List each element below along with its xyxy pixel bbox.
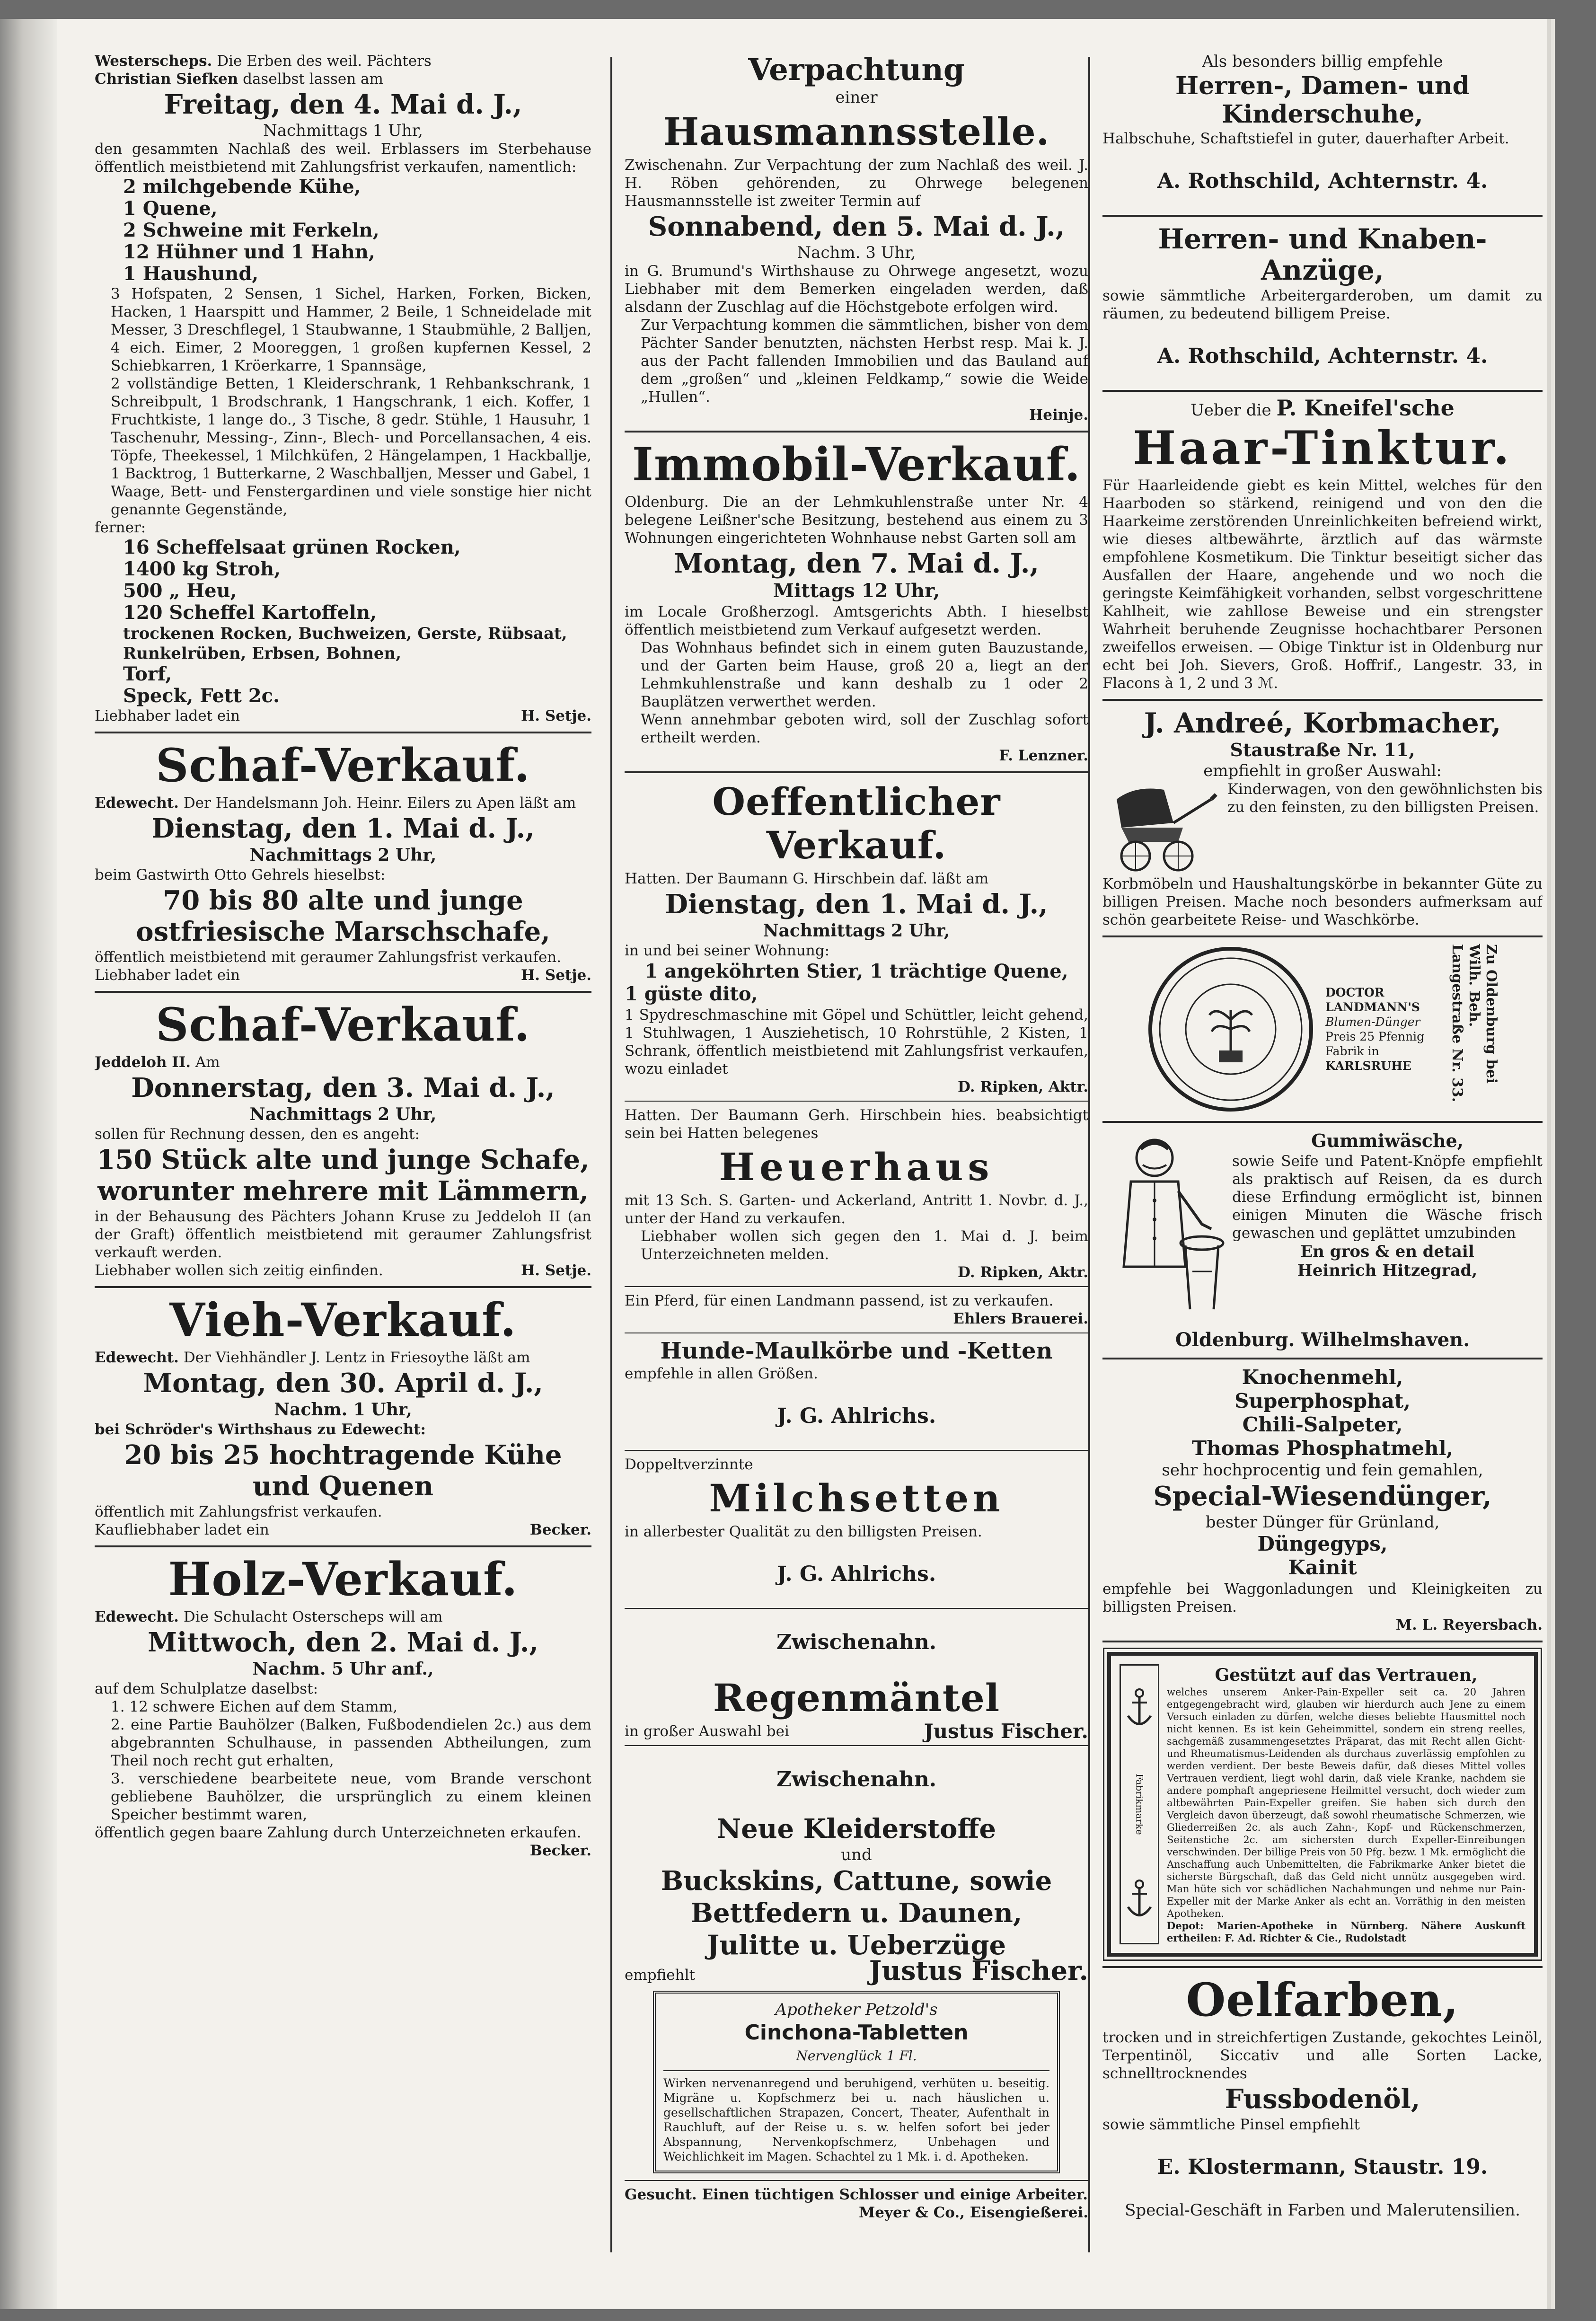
list-item: 500 „ Heu, [123, 580, 237, 602]
ad-anzuege [1102, 223, 1543, 369]
ad-divider [1102, 215, 1543, 217]
ad-text: Der Handelsmann Joh. Heinr. Eilers zu Apen läßt am [183, 794, 576, 812]
ad-text: bei Schröder's Wirthshaus zu Edewecht: [95, 1421, 426, 1438]
ad-text: sowie Seife und Patent-Knöpfe empfiehlt als praktisch auf Reisen, da es durch diese Erfindung ermöglicht ist, binnen einigen Minuten die Wäsche frisch gewaschen und geplättet umzubinden [1232, 1153, 1543, 1242]
ad-signature: E. Klostermann, Staustr. 19. [1157, 2155, 1488, 2179]
ad-signature: F. Lenzner. [999, 747, 1088, 764]
ad-text: im Locale Großherzogl. Amtsgerichts Abth. I hieselbst öffentlich meistbietend zum Verkauf aufgesetzt werden. [625, 603, 1088, 638]
ad-time: Nachm. 5 Uhr anf., [252, 1659, 434, 1679]
ad-lot: 20 bis 25 hochtragende Kühe und Quenen [124, 1439, 562, 1502]
ad-date: Freitag, den 4. Mai d. J., [164, 89, 522, 120]
ad-text: den gesammten Nachlaß des weil. Erblassers im Sterbehause öffentlich meistbietend mit Zahlungsfrist verkaufen, namentlich: [95, 141, 591, 176]
ad-date: Montag, den 7. Mai d. J., [674, 548, 1039, 579]
list-item: 1 Haushund, [123, 263, 259, 285]
ad-text: Für Haarleidende giebt es kein Mittel, welches für den Haarboden so stärkend, reinigend und von den die Haarkeime zerstörenden Unreinlichkeiten befreiend wirkt, wie dieses altbewährte, ärztlich auf das wärmste empfohlene Kosmetikum. Die Tinktur beseitigt sicher das Ausfallen der Haare, angehende und wo noch die geringste Keimfähigkeit vorhanden, selbst vorgeschrittene Kahlheit, wie zahllose Beweise und ein strengster Wahrheit beruhende Zeugnisse hochachtbarer Personen zweifellos erweisen. — Obige Tinktur ist in Oldenburg nur echt bei Joh. Sievers, Groß. Hoffrif., Langestr. 33, in Flacons à 1, 2 und 3 ℳ. [1102, 477, 1543, 692]
ad-text: in und bei seiner Wohnung: [625, 942, 830, 959]
ad-lot: Bettfedern u. Daunen, [690, 1897, 1023, 1929]
ad-name: Heinrich Hitzegrad, [1297, 1261, 1478, 1280]
ad-divider [1102, 390, 1543, 392]
list-item: 2 milchgebende Kühe, [123, 176, 361, 198]
ad-script-line: Nervenglück 1 Fl. [796, 2048, 917, 2064]
ad-engros: En gros & en detail [1300, 1242, 1474, 1261]
ad-signature: Justus Fischer. [869, 1955, 1088, 1986]
ad-signature: Justus Fischer. [924, 1720, 1088, 1743]
ad-signature: D. Ripken, Aktr. [957, 1078, 1088, 1095]
man-with-basin-icon [1102, 1130, 1226, 1328]
ad-signature: A. Rothschild, Achternstr. 4. [1157, 169, 1488, 193]
ad-holz-verkauf [95, 1554, 591, 1860]
list-item: 2 Schweine mit Ferkeln, [123, 219, 379, 241]
ad-headline: Milchsetten [709, 1476, 1004, 1520]
ad-date: Dienstag, den 1. Mai d. J., [665, 889, 1048, 920]
list-item: Düngegyps, [1257, 1532, 1388, 1555]
ad-time: Nachmittags 2 Uhr, [763, 921, 950, 941]
fabrikmarke-label: Fabrikmarke [1134, 1774, 1146, 1835]
animal-list [95, 176, 591, 285]
ad-divider [1102, 699, 1543, 701]
list-item: 12 Hühner und 1 Hahn, [123, 241, 375, 263]
ad-divider [625, 1286, 1088, 1287]
ad-place: Edewecht. [95, 1608, 179, 1625]
ad-divider [625, 1101, 1088, 1102]
ad-schuhe [1102, 52, 1543, 194]
ad-lot: Neue Kleiderstoffe [716, 1813, 996, 1844]
list-item: 2. eine Partie Bauhölzer (Balken, Fußbodendielen 2c.) aus dem abgebrannten Schulhause, in passenden Abtheilungen, zum Theil noch recht gut erhalten, [111, 1716, 591, 1769]
ad-divider [625, 1450, 1088, 1451]
ad-landmann-blumenduenger [1102, 944, 1543, 1114]
ad-text: öffentlich meistbietend mit geraumer Zahlungsfrist verkaufen. [95, 949, 562, 966]
ad-text: trocken und in streichfertigen Zustande, gekochtes Leinöl, Terpentinöl, Siccativ und alle Sorten Lacke, schnelltrocknendes [1102, 2029, 1543, 2082]
ad-text: öffentlich gegen baare Zahlung durch Unterzeichneten erkaufen. [95, 1824, 582, 1841]
ad-lot: Buckskins, Cattune, sowie [661, 1865, 1052, 1897]
ad-text: Ueber die [1190, 401, 1271, 420]
ad-text: Wenn annehmbar geboten wird, soll der Zuschlag sofort ertheilt werden. [641, 711, 1088, 746]
ad-westerscheps-nachlass [95, 52, 591, 725]
column-rule-1 [610, 57, 612, 2252]
ad-time: Nachmittags 2 Uhr, [249, 845, 437, 865]
ad-text: 2 vollständige Betten, 1 Kleiderschrank, 1 Rehbankschrank, 1 Schreibpult, 1 Brodschrank, 1 Hangschrank, 1 eich. Koffer, 1 Fruchtkiste, 1 lange do., 3 Tische, 8 gedr. Stühle, 1 Hausuhr, 1 Taschenuhr, Messing-, Zinn-, Blech- und Porcellansachen, 4 eis. Töpfe, Theekessel, 1 Milchküfen, 2 Hängelampen, 1 Hackballje, 1 Backtrog, 1 Butterkarne, 2 Waschballjen, Messer und Gabel, 1 Waage, Bett- und Fenstergardinen und viele sonstige hier nicht genannte Gegenstände, [111, 375, 591, 518]
column-2 [625, 52, 1088, 2257]
ad-signature: D. Ripken, Aktr. [957, 1264, 1088, 1281]
ad-divider [1102, 1641, 1543, 1642]
ad-text: in G. Brumund's Wirthshause zu Ohrwege angesetzt, wozu Liebhaber mit dem Bemerken eingeladen werden, daß alsdann der Zuschlag auf die Höchstgebote erfolgen wird. [625, 263, 1088, 316]
ad-divider [95, 1545, 591, 1547]
ad-text: empfehle in allen Größen. [625, 1365, 818, 1382]
list-item: 16 Scheffelsaat grünen Rocken, [123, 536, 461, 558]
list-item: Knochenmehl, [1242, 1366, 1403, 1389]
anchor-icon [1125, 1687, 1154, 1730]
ad-place: Edewecht. [95, 794, 179, 812]
ad-headline: Vieh-Verkauf. [169, 1293, 517, 1347]
ad-headline: Special-Wiesendünger, [1153, 1481, 1492, 1512]
pram-illustration-block [1102, 780, 1543, 875]
ad-text: Ein Pferd, für einen Landmann passend, ist zu verkaufen. [625, 1292, 1054, 1309]
ad-text: empfehle bei Waggonladungen und Kleinigkeiten zu billigsten Preisen. [1102, 1580, 1543, 1615]
ad-lot: 1 angeköhrten Stier, 1 trächtige Quene, [644, 960, 1068, 982]
ad-closing: Liebhaber wollen sich zeitig einfinden. [95, 1262, 383, 1279]
seal-price-text: Preis 25 Pfennig [1325, 1030, 1425, 1043]
ad-divider [1102, 1358, 1543, 1359]
ad-schaf-verkauf-edewecht [95, 740, 591, 984]
ad-divider [1102, 1966, 1543, 1968]
ad-schaf-verkauf-jeddeloh [95, 999, 591, 1280]
list-item: 1. 12 schwere Eichen auf dem Stamm, [111, 1698, 397, 1715]
ad-headline: Holz-Verkauf. [168, 1553, 518, 1606]
ad-text: in der Behausung des Pächters Johann Kruse zu Jeddeloh II (an der Graft) öffentlich meistbietend mit geraumer Zahlungsfrist verkauft werden. [95, 1208, 591, 1261]
ad-andree-korbmacher [1102, 707, 1543, 929]
ad-lot: Fussbodenöl, [1225, 2083, 1420, 2115]
ad-gesucht [625, 2186, 1088, 2222]
ad-headline: Schaf-Verkauf. [156, 739, 530, 792]
ad-headline: Immobil-Verkauf. [632, 438, 1081, 491]
ad-signature: H. Setje. [520, 967, 591, 984]
list-item: Superphosphat, [1234, 1389, 1411, 1412]
ad-text: sehr hochprocentig und fein gemahlen, [1162, 1461, 1483, 1480]
ad-haar-tinktur [1102, 395, 1543, 692]
ad-text: Doppeltverzinnte [625, 1456, 753, 1473]
ad-text: empfiehlt in großer Auswahl: [1203, 761, 1442, 780]
ad-text: in großer Auswahl bei [625, 1723, 789, 1740]
ad-text: Gesucht. Einen tüchtigen Schlosser und einige Arbeiter. [625, 2186, 1088, 2203]
ad-text: Hatten. Der Baumann Gerh. Hirschbein hies. beabsichtigt sein bei Hatten belegenes [625, 1107, 1088, 1142]
ad-headline: Gestützt auf das Vertrauen, [1215, 1665, 1478, 1685]
column-1 [95, 52, 591, 2257]
ad-text: Die Erben des weil. Pächters [217, 53, 432, 70]
ad-text: Der Viehhändler J. Lentz in Friesoythe läßt am [183, 1349, 530, 1366]
seal-text-block [1325, 985, 1439, 1073]
ad-divider [625, 431, 1088, 432]
ad-anker-pain-expeller [1107, 1652, 1538, 1957]
ad-headline: J. Andreé, Korbmacher, [1144, 707, 1501, 739]
ad-subhead: einer [835, 88, 878, 107]
ad-signature: Meyer & Co., Eisengießerei. [858, 2204, 1088, 2221]
ad-text: empfiehlt [625, 1967, 695, 1984]
ad-date: Sonnabend, den 5. Mai d. J., [648, 211, 1065, 242]
ad-headline: Oelfarben, [1186, 1973, 1459, 2027]
ad-signature: Ehlers Brauerei. [953, 1310, 1088, 1327]
ad-text: Kinderwagen, von den gewöhnlichsten bis zu den feinsten, zu den billigsten Preisen. [1227, 781, 1543, 816]
ad-lot: Julitte u. Ueberzüge [706, 1930, 1006, 1961]
ad-address: Staustraße Nr. 11, [1230, 739, 1415, 760]
ad-text: 1 Spydreschmaschine mit Göpel und Schüttler, leicht gehend, 1 Stuhlwagen, 1 Ausziehetisch, 10 Rohrstühle, 2 Kisten, 1 Schrank, öffentlich meistbietend mit Zahlungsfrist verkaufen, wozu einladet [625, 1006, 1088, 1077]
list-item: Thomas Phosphatmehl, [1191, 1437, 1454, 1460]
ad-divider [1102, 935, 1543, 937]
ad-divider [663, 2070, 1049, 2071]
ad-divider [625, 1608, 1088, 1609]
ad-lot: 150 Stück alte und junge Schafe, worunter mehrere mit Lämmern, [97, 1144, 590, 1207]
ad-text: sowie sämmtliche Arbeitergarderoben, um damit zu räumen, zu bedeutend billigem Preise. [1102, 287, 1543, 322]
ad-divider [95, 1286, 591, 1288]
ad-closing: Liebhaber ladet ein [95, 967, 240, 984]
ad-regenmaentel [625, 1630, 1088, 1743]
goods-list [95, 537, 591, 707]
ad-signature: Becker. [529, 1521, 591, 1538]
ad-text: in allerbester Qualität zu den billigsten Preisen. [625, 1523, 982, 1540]
list-item: Chili-Salpeter, [1242, 1413, 1403, 1436]
ad-text: welches unserem Anker-Pain-Expeller seit ca. 20 Jahren entgegengebracht wird, glauben wir hierdurch auch Jene zu einem Versuch einladen zu dürfen, welche dieses beliebte Hausmittel noch nicht kennen. Es ist kein Geheimmittel, sondern ein streng reelles, sachgemäß zusammengesetztes Präparat, das mit Recht allen Gicht- und Rheumatismus-Leidenden als durchaus zuverlässig empfohlen zu werden verdient. Der beste Beweis dafür, daß dieses Mittel volles Vertrauen verdient, liegt wohl darin, daß viele Kranke, nachdem sie andere pomphaft angepriesene Heilmittel versucht, doch wieder zum altbewährten Pain-Expeller greifen. Sie haben sich durch den Vergleich davon überzeugt, daß sowohl rheumatische Schmerzen, wie Gliederreißen 2c. als auch Zahn-, Kopf- und Rückenschmerzen, Seitenstiche 2c. am sichersten durch Expeller-Einreibungen verschwinden. Der billige Preis von 50 Pfg. bezw. 1 Mk. ermöglicht die Anschaffung auch Unbemittelten, die Fabrikmarke Anker bietet die sicherste Bürgschaft, daß das Geld nicht unnütz ausgegeben wird. Man hüte sich vor schädlichen Nachahmungen und nehme nur Pain-Expeller mit der Marke Anker als echt an. Vorräthig in den meisten Apotheken. [1167, 1686, 1525, 1919]
ad-headline: Herren- und Knaben-Anzüge, [1158, 223, 1487, 286]
ad-date: Dienstag, den 1. Mai d. J., [151, 813, 535, 844]
list-item: Torf, [123, 663, 172, 685]
list-item: 3. verschiedene bearbeitete neue, vom Brande verschont gebliebene Bauhölzer, die ursprünglich zu einem kleinen Speicher bestimmt waren, [111, 1770, 591, 1823]
gummi-text-block [1232, 1130, 1543, 1280]
ad-heuerhaus [625, 1106, 1088, 1281]
ad-gummiwaesche [1102, 1130, 1543, 1351]
ad-text: mit 13 Sch. S. Garten- und Ackerland, Antritt 1. Novbr. d. J., unter der Hand zu verkaufen. [625, 1192, 1088, 1227]
ad-headline: Gummiwäsche, [1311, 1130, 1464, 1151]
ad-headline: Verpachtung [748, 52, 965, 88]
ad-cinchona-tabletten [653, 1991, 1060, 2173]
ad-text: sollen für Rechnung dessen, den es angeht: [95, 1126, 420, 1143]
seal-top-text: DOCTOR LANDMANN'S [1325, 986, 1420, 1014]
ad-text: öffentlich mit Zahlungsfrist verkaufen. [95, 1503, 382, 1520]
anchor-icon [1125, 1879, 1154, 1921]
ad-place: Jeddeloh II. [95, 1054, 191, 1071]
ad-pferd [625, 1292, 1088, 1328]
ad-headline: Regenmäntel [713, 1676, 1000, 1720]
ad-time: Nachmittags 1 Uhr, [263, 121, 423, 140]
ad-place: Zwischenahn. [776, 1767, 937, 1791]
ad-name: Christian Siefken [95, 71, 238, 88]
ad-signature: J. G. Ahlrichs. [776, 1404, 936, 1428]
ad-place: Edewecht. [95, 1349, 179, 1366]
list-item: Speck, Fett 2c. [123, 685, 280, 707]
gummi-illustration-block [1102, 1130, 1543, 1328]
ad-date: Montag, den 30. April d. J., [143, 1368, 543, 1399]
ad-signature: A. Rothschild, Achternstr. 4. [1157, 344, 1488, 368]
ad-text: Die Schulacht Osterscheps will am [183, 1608, 443, 1625]
ad-hunde-maulkoerbe [625, 1338, 1088, 1429]
seal-emblem-icon [1146, 944, 1316, 1114]
ad-duenger [1102, 1366, 1543, 1634]
seal-fabrik-text: Fabrik in [1325, 1044, 1379, 1058]
ad-text: ferner: [95, 519, 146, 536]
ad-signature: J. G. Ahlrichs. [776, 1562, 936, 1586]
ad-text: 3 Hofspaten, 2 Sensen, 1 Sichel, Harken, Forken, Bicken, Hacken, 1 Haarspitt und Hammer, 2 Beile, 1 Schneidelade mit Messer, 3 Dreschflegel, 1 Staubwanne, 1 Staubmühle, 2 Balljen, 4 eich. Eimer, 2 Mooreggen, 1 großen kupfernen Kessel, 2 Schiebkarren, 1 Kröerkarre, 1 Spannsäge, [111, 285, 591, 374]
ad-time: Nachm. 3 Uhr, [797, 243, 916, 262]
ad-text: Special-Geschäft in Farben und Malerutensilien. [1125, 2201, 1520, 2220]
ad-vieh-verkauf [95, 1295, 591, 1539]
ad-headline: Cinchona-Tabletten [744, 2021, 969, 2045]
list-item: trockenen Rocken, Buchweizen, Gerste, Rübsaat, Runkelrüben, Erbsen, Bohnen, [123, 624, 567, 663]
ad-place: Zwischenahn. [776, 1630, 937, 1654]
ad-oelfarben [1102, 1975, 1543, 2220]
ad-immobil-verkauf [625, 439, 1088, 765]
ad-signature: H. Setje. [520, 707, 591, 724]
ad-signature: Heinje. [1029, 406, 1088, 424]
ad-kleiderstoffe [625, 1767, 1088, 1984]
ad-divider [95, 991, 591, 993]
list-item: Kainit [1288, 1556, 1357, 1579]
ad-divider [625, 2180, 1088, 2181]
ad-signature: H. Setje. [520, 1262, 591, 1279]
ad-text: Zwischenahn. Zur Verpachtung der zum Nachlaß des weil. J. H. Röben gehörenden, zu Ohrwege belegenen Hausmannsstelle ist zweiter Termin auf [625, 157, 1088, 210]
ad-divider [95, 732, 591, 733]
ad-headline: Herren-, Damen- und Kinderschuhe, [1175, 71, 1470, 129]
ad-depot: Depot: Marien-Apotheke in Nürnberg. Nähere Auskunft ertheilen: F. Ad. Richter & Cie., Rudolstadt [1167, 1920, 1525, 1944]
ad-text: daselbst lassen am [243, 71, 383, 88]
ad-text: Das Wohnhaus befindet sich in einem guten Bauzustande, und der Garten beim Hause, groß 20 a, liegt an der Lehmkuhlenstraße und kann deshalb zu 1 oder 2 Bauplätzen verwerthet werden. [641, 639, 1088, 710]
ad-date: Mittwoch, den 2. Mai d. J., [148, 1627, 538, 1658]
seal-mid-text: Blumen-Dünger [1325, 1015, 1420, 1029]
ad-text: und [841, 1845, 872, 1864]
ad-signature: Becker. [529, 1842, 591, 1859]
ad-closing: Liebhaber ladet ein [95, 707, 240, 724]
ad-divider [1102, 1121, 1543, 1123]
anker-text-block [1167, 1664, 1525, 1944]
ad-lot: 70 bis 80 alte und junge ostfriesische Marschschafe, [136, 885, 550, 947]
ad-time: Nachmittags 2 Uhr, [249, 1104, 437, 1124]
ad-time: Mittags 12 Uhr, [773, 580, 940, 602]
ad-divider [625, 771, 1088, 773]
list-item: 1 Quene, [123, 197, 218, 220]
ad-headline: Oeffentlicher Verkauf. [712, 779, 1001, 867]
ad-verpachtung [625, 53, 1088, 424]
anker-side-panel [1120, 1664, 1159, 1944]
ad-signature: M. L. Reyersbach. [1395, 1616, 1543, 1633]
ad-time: Nachm. 1 Uhr, [274, 1400, 412, 1420]
ad-text: Hatten. Der Baumann G. Hirschbein daf. läßt am [625, 870, 989, 887]
ad-subhead: Apotheker Petzold's [775, 2000, 938, 2019]
ad-lot: 1 güste dito, [625, 983, 758, 1005]
ad-text: bester Dünger für Grünland, [1205, 1513, 1440, 1532]
ad-text: Oldenburg. Die an der Lehmkuhlenstraße unter Nr. 4 belegene Leißner'sche Besitzung, bestehend aus einem zu 3 Wohnungen eingerichteten Wohnhause nebst Garten soll am [625, 494, 1088, 547]
ad-text: auf dem Schulplatze daselbst: [95, 1680, 318, 1697]
ad-text: sowie sämmtliche Pinsel empfiehlt [1102, 2116, 1360, 2133]
ad-text: Als besonders billig empfehle [1202, 52, 1443, 71]
ad-side-text: Zu Oldenburg bei Wilh. Beh. Langestraße Nr. 33. [1449, 944, 1499, 1103]
ad-text: Liebhaber wollen sich gegen den 1. Mai d. J. beim Unterzeichneten melden. [641, 1228, 1088, 1263]
list-item: 120 Scheffel Kartoffeln, [123, 601, 377, 624]
ad-text: Zur Verpachtung kommen die sämmtlichen, bisher von dem Pächter Sander benutzten, nächsten Herbst resp. Mai k. J. aus der Pacht fallenden Immobilien und das Bauland auf dem „großen“ und „kleinen Feldkamp,“ sowie die Weide „Hullen“. [641, 317, 1088, 406]
ad-text: beim Gastwirth Otto Gehrels hieselbst: [95, 866, 386, 883]
ad-text: Korbmöbeln und Haushaltungskörbe in bekannter Güte zu billigen Preisen. Mache noch besonders aufmerksam auf schön gearbeitete Reise- und Waschkörbe. [1102, 875, 1543, 928]
ad-text: Wirken nervenanregend und beruhigend, verhüten u. beseitig. Migräne u. Kopfschmerz bei u. nach häuslichen u. gesellschaftlichen Strapazen, Concert, Theater, Aufenthalt in Rauchluft, auf der Reise u. s. w. helfen sofort bei jeder Abspannung, Nervenkopfschmerz, Unbehagen und Weichlichkeit im Magen. Schachtel zu 1 Mk. i. d. Apotheken. [663, 2076, 1049, 2163]
ad-place: Westerscheps. [95, 53, 212, 70]
ad-date: Donnerstag, den 3. Mai d. J., [131, 1072, 555, 1103]
ad-headline: Haar-Tinktur. [1133, 421, 1512, 475]
ad-headline: Hausmannsstelle. [663, 109, 1050, 154]
column-3 [1102, 52, 1543, 2257]
scan-binding-edge [0, 19, 57, 2309]
list-item: 1400 kg Stroh, [123, 558, 281, 580]
pram-icon [1102, 780, 1221, 875]
ad-headline: Schaf-Verkauf. [156, 998, 530, 1051]
ad-oeffentlicher-verkauf [625, 780, 1088, 1096]
ad-brand: P. Kneifel'sche [1276, 395, 1455, 421]
seal-city-text: KARLSRUHE [1325, 1059, 1411, 1073]
ad-closing: Kaufliebhaber ladet ein [95, 1521, 269, 1538]
ad-headline: Hunde-Maulkörbe und -Ketten [660, 1338, 1053, 1364]
ad-text: Am [195, 1054, 220, 1071]
ad-signature: Oldenburg. Wilhelmshaven. [1175, 1329, 1470, 1351]
column-rule-2 [1088, 57, 1090, 2252]
ad-divider [625, 1745, 1088, 1746]
ad-headline: Heuerhaus [719, 1145, 994, 1189]
ad-milchsetten [625, 1456, 1088, 1587]
ad-text: Halbschuhe, Schaftstiefel in guter, dauerhafter Arbeit. [1102, 130, 1509, 147]
